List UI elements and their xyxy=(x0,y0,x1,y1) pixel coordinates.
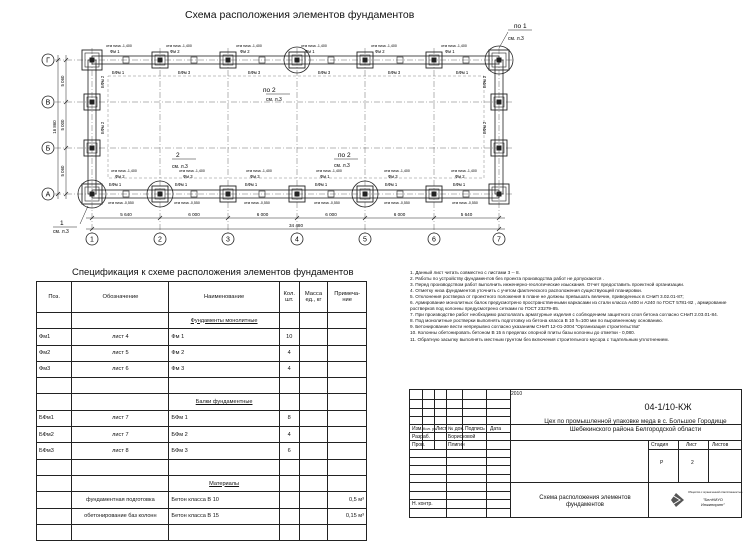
column xyxy=(226,58,231,63)
spec-cell-mass xyxy=(299,492,328,508)
spec-cell-name: Бетон класса В 10 xyxy=(169,492,279,508)
dimension-text: 5 000 xyxy=(60,119,65,131)
spec-cell-mass xyxy=(299,345,328,361)
stamp-org-line: Общество с ограниченной ответственностью xyxy=(688,491,743,494)
note-item: 10. Колонны обетонировать бетоном В 15 в пределах опорной плиты базы колонны до отметки - 0,080. xyxy=(410,330,635,336)
stamp-col-izm: Изм. xyxy=(412,426,423,432)
beam-label: БФм 1 xyxy=(453,182,466,187)
spec-cell-mass xyxy=(299,427,328,443)
dimension-text: 6 000 xyxy=(325,212,337,217)
axis-number: 5 xyxy=(363,236,367,244)
spec-cell-note xyxy=(328,329,367,345)
note-item: 8. Под монолитные ростверки выполнять подготовку из бетона класса В 10 h=100 мм по выровненному основанию. xyxy=(410,318,663,324)
column xyxy=(363,58,368,63)
spec-cell-qty xyxy=(279,492,299,508)
beam-label: БФм 1 xyxy=(175,182,188,187)
spec-empty-row xyxy=(37,378,367,394)
stamp-sheet-name: Схема расположения элементов фундаментов xyxy=(539,495,631,508)
spec-section-row xyxy=(37,394,367,410)
spec-cell-name: Фм 1 xyxy=(169,329,279,345)
spec-cell-note xyxy=(328,410,367,426)
callout-ref: см. л.3 xyxy=(508,36,524,42)
stamp-razrab-name: Борисковой xyxy=(448,434,476,440)
spec-cell-pos: Фм2 xyxy=(37,345,72,361)
beam-label: Фм 1 xyxy=(305,49,315,54)
beam-label: Фм 2 xyxy=(375,49,385,54)
callout-ref: см. л.3 xyxy=(172,164,188,170)
plan-title: Схема расположения элементов фундаментов xyxy=(185,9,415,21)
spec-header-doc: Обозначение xyxy=(72,282,169,313)
beam-label: Фм 2 xyxy=(170,49,180,54)
table-row xyxy=(37,329,367,345)
spec-header-qty: Кол. шт. xyxy=(279,282,299,313)
stamp-project-name: Цех по промышленной упаковке меда в с. Большое Городище Шебекинского района Белгородской области xyxy=(544,418,727,433)
spec-cell-name: Бетон класса В 15 xyxy=(169,508,279,524)
column xyxy=(158,192,163,197)
axis-letter: Б xyxy=(45,145,51,153)
spec-empty-row xyxy=(37,459,367,475)
stamp-sheet-value: 2 xyxy=(691,460,694,466)
spec-cell-note xyxy=(328,427,367,443)
general-notes xyxy=(410,270,740,343)
beam-label: БФм 3 xyxy=(178,70,191,75)
column xyxy=(363,192,368,197)
axis-letter: В xyxy=(45,99,51,107)
table-row xyxy=(37,361,367,377)
beam-label: БФм 1 xyxy=(245,182,258,187)
stamp-org-name: "БелНИУО Инжиниринг" xyxy=(701,497,725,507)
callout-number: по 2 xyxy=(338,152,351,159)
note-item: 7. При производстве работ необходимо располагать арматурные изделия с соблюдением защитного слоя бетона согласно СНиП 2.03.01-84. xyxy=(410,312,718,318)
dimension-text: 5 060 xyxy=(60,75,65,87)
column xyxy=(90,58,95,63)
dimension-text: 5 640 xyxy=(120,212,132,217)
note-item: 4. Отметку низа фундаментов уточнить с учетом фактического расположения существующей планировки. xyxy=(410,288,643,294)
level-label: отм низа -1,400 xyxy=(166,44,192,48)
foundation-plan xyxy=(0,0,750,260)
spec-cell-pos xyxy=(37,508,72,524)
spec-cell-mass xyxy=(299,361,328,377)
dimension-text: 6 000 xyxy=(188,212,200,217)
spec-cell-qty: 6 xyxy=(279,443,299,459)
axis-number: 7 xyxy=(497,236,501,244)
spec-cell-mass xyxy=(299,508,328,524)
level-label: отм низа -1,400 xyxy=(111,169,137,173)
beam-label: Фм 3 xyxy=(250,174,260,179)
stamp-prov-label: Пров. xyxy=(412,442,426,448)
spec-section-title: Балки фундаментные xyxy=(169,394,279,410)
spec-cell-note: 0,15 м³ xyxy=(328,508,367,524)
spec-cell-qty: 4 xyxy=(279,361,299,377)
beam-label: Фм 1 xyxy=(320,174,330,179)
spec-header-row xyxy=(37,282,367,313)
dimension-text: 5 060 xyxy=(60,165,65,177)
spec-cell-mass xyxy=(299,410,328,426)
spec-header-mass: Масса ед., кг xyxy=(299,282,328,313)
beam-label: БФм 1 xyxy=(112,70,125,75)
column xyxy=(295,58,300,63)
spec-cell-doc: лист 6 xyxy=(72,361,169,377)
note-item: 9. Бетонирование вести непрерывно согласно указаниям СНиП 12-01-2004 "Организация строительства" xyxy=(410,324,641,330)
column xyxy=(90,100,95,105)
spec-cell-pos: Фм1 xyxy=(37,329,72,345)
stamp-doc-code: 04-1/10-КЖ xyxy=(644,402,692,412)
level-label: отм низа -1,400 xyxy=(179,169,205,173)
beam-label: БФм 3 xyxy=(248,70,261,75)
note-item: 2. Работы по устройству фундаментов без проекта производства работ не допускаются . xyxy=(410,276,605,282)
table-row xyxy=(37,345,367,361)
spec-cell-pos: Фм3 xyxy=(37,361,72,377)
spec-cell-mass xyxy=(299,443,328,459)
spec-cell-qty: 4 xyxy=(279,427,299,443)
note-item: 1. Данный лист читать совместно с листами 3 -- 8. xyxy=(410,270,520,275)
level-label: отм низа -1,400 xyxy=(301,44,327,48)
spec-cell-doc: лист 5 xyxy=(72,345,169,361)
beam-label: БФм 1 xyxy=(109,182,122,187)
axis-letter: А xyxy=(45,191,51,199)
stamp-sheets-label: Листов xyxy=(712,442,729,448)
beam-label: Фм 1 xyxy=(445,49,455,54)
beam-label: БФм 2 xyxy=(482,121,487,134)
spec-cell-qty: 4 xyxy=(279,345,299,361)
level-label: отм низа -1,400 xyxy=(384,169,410,173)
dimension-text: 6 000 xyxy=(256,212,269,217)
spec-header-name: Наименование xyxy=(169,282,279,313)
callout-leader xyxy=(499,32,508,48)
spec-cell-name: БФм 3 xyxy=(169,443,279,459)
spec-title: Спецификация к схеме расположения элементов фундаментов xyxy=(72,267,354,278)
dimension-text: 34 480 xyxy=(288,223,304,228)
level-label: отм низа -0,550 xyxy=(314,201,340,205)
stamp-col-sign: Подпись xyxy=(465,426,485,432)
note-item: 5. Отклонения ростверка от проектного положения в плане не должны превышать величин, приведенных в СНиП 3.02.01-87; xyxy=(410,294,684,300)
stamp-col-date: Дата xyxy=(490,426,502,432)
spec-cell-pos: БФм1 xyxy=(37,410,72,426)
level-label: отм низа -1,400 xyxy=(236,44,262,48)
spec-cell-pos: БФм2 xyxy=(37,427,72,443)
axis-number: 6 xyxy=(432,236,436,244)
spec-cell-name: БФм 1 xyxy=(169,410,279,426)
level-label: отм низа -0,550 xyxy=(384,201,410,205)
axis-number: 4 xyxy=(295,236,299,244)
spec-table xyxy=(36,281,367,541)
stamp-razrab-label: Разраб. xyxy=(412,434,431,440)
note-item: 3. Перед производством работ выполнить инженерно-геологические изыскания. Отчет предоставить проектной организации. xyxy=(410,282,685,288)
spec-cell-qty: 10 xyxy=(279,329,299,345)
column xyxy=(158,58,163,63)
spec-cell-qty xyxy=(279,508,299,524)
beam-label: БФм 3 xyxy=(388,70,401,75)
table-row xyxy=(37,427,367,443)
beam-label: БФм 2 xyxy=(100,75,105,88)
inner-outline xyxy=(108,76,484,178)
callout-number: 2 xyxy=(176,152,180,159)
dimension-text: 16 860 xyxy=(52,120,57,134)
spec-cell-name: Фм 3 xyxy=(169,361,279,377)
column xyxy=(432,192,437,197)
callout-ref: см. л.3 xyxy=(266,97,282,103)
stamp-col-kol: Кол. уч. xyxy=(423,426,438,431)
axis-number: 2 xyxy=(158,236,162,244)
beam-label: Фм 2 xyxy=(115,174,125,179)
spec-cell-doc: обетонирование баз колонн xyxy=(72,508,169,524)
beam-label: БФм 1 xyxy=(315,182,328,187)
column xyxy=(497,146,502,151)
stamp-stage-value: Р xyxy=(660,460,664,466)
beam-label: Фм 1 xyxy=(110,49,120,54)
note-item: 6. Армирование монолитных балок предусмотрено пространственными каркасами из стали класса А400 и А240 по ГОСТ 5781-82 , армирование ростверков под колонны предусмотрено сетками по ГОСТ 23279-85. xyxy=(410,300,727,312)
callout-ref: см. л.3 xyxy=(334,163,350,169)
column xyxy=(497,100,502,105)
stamp-sheet-label: Лист xyxy=(686,442,697,448)
spec-cell-doc: лист 8 xyxy=(72,443,169,459)
stamp-stage-label: Стадия xyxy=(651,442,669,448)
dimension-text: 6 000 xyxy=(393,212,406,217)
spec-cell-pos xyxy=(37,492,72,508)
callout-number: по 1 xyxy=(514,23,527,30)
beam-label: БФм 2 xyxy=(100,121,105,134)
table-row xyxy=(37,508,367,524)
spec-section-title: Материалы xyxy=(169,475,279,491)
callout-ref: см. л.3 xyxy=(53,229,69,235)
beam-label: БФм 3 xyxy=(318,70,331,75)
level-label: отм низа -1,400 xyxy=(316,169,342,173)
spec-cell-pos: БФм3 xyxy=(37,443,72,459)
dimension-text: 5 640 xyxy=(460,212,473,217)
stamp-col-doc: № док. xyxy=(448,426,465,432)
beam-label: Фм 2 xyxy=(455,174,465,179)
spec-cell-note xyxy=(328,345,367,361)
column xyxy=(497,58,502,63)
level-label: отм низа -0,550 xyxy=(108,201,134,205)
spec-section-row xyxy=(37,475,367,491)
table-row xyxy=(37,443,367,459)
spec-cell-note xyxy=(328,361,367,377)
stamp-year: 2010 xyxy=(511,391,523,397)
level-label: отм низа -1,400 xyxy=(371,44,397,48)
spec-cell-note xyxy=(328,443,367,459)
column xyxy=(432,58,437,63)
level-label: отм низа -1,400 xyxy=(246,169,272,173)
stamp-col-list: Лист xyxy=(436,426,447,432)
level-label: отм низа -1,400 xyxy=(451,169,477,173)
beam-label: Фм 2 xyxy=(240,49,250,54)
column xyxy=(90,146,95,151)
table-row xyxy=(37,492,367,508)
table-row xyxy=(37,410,367,426)
axis-letter: Г xyxy=(46,57,50,65)
spec-cell-qty: 8 xyxy=(279,410,299,426)
spec-section-title: Фундаменты монолитные xyxy=(169,313,279,329)
stamp-nkontr-label: Н. контр. xyxy=(412,501,433,507)
stamp-prov-name: Плигин xyxy=(448,442,465,448)
spec-cell-doc: лист 4 xyxy=(72,329,169,345)
spec-cell-doc: фундаментная подготовка xyxy=(72,492,169,508)
level-label: отм низа -1,400 xyxy=(441,44,467,48)
callout-leader xyxy=(80,206,88,224)
note-item: 11. Обратную засыпку выполнять местным грунтом без включения строительного мусора с тщательным уплотнением. xyxy=(410,336,669,342)
spec-cell-doc: лист 7 xyxy=(72,427,169,443)
column xyxy=(226,192,231,197)
level-label: отм низа -1,400 xyxy=(106,44,132,48)
beam-label: БФм 1 xyxy=(385,182,398,187)
axis-number: 1 xyxy=(90,236,94,244)
spec-cell-name: БФм 2 xyxy=(169,427,279,443)
level-label: отм низа -0,550 xyxy=(244,201,270,205)
spec-cell-doc: лист 7 xyxy=(72,410,169,426)
beam-label: Фм 3 xyxy=(388,174,398,179)
level-label: отм низа -0,550 xyxy=(174,201,200,205)
column xyxy=(295,192,300,197)
spec-header-pos: Поз. xyxy=(37,282,72,313)
callout-number: 1 xyxy=(60,220,64,227)
spec-cell-mass xyxy=(299,329,328,345)
spec-empty-row xyxy=(37,524,367,540)
beam-label: БФм 1 xyxy=(456,70,469,75)
column xyxy=(90,192,95,197)
level-label: отм низа -0,550 xyxy=(452,201,478,205)
spec-section-row xyxy=(37,313,367,329)
beam-label: Фм 3 xyxy=(183,174,193,179)
callout-number: по 2 xyxy=(263,87,276,94)
spec-header-note: Примеча-ние xyxy=(328,282,367,313)
beam-label: БФм 2 xyxy=(482,75,487,88)
title-block xyxy=(409,389,742,518)
organization-logo xyxy=(668,488,743,512)
column xyxy=(497,192,502,197)
spec-cell-note: 0,5 м³ xyxy=(328,492,367,508)
spec-cell-name: Фм 2 xyxy=(169,345,279,361)
axis-number: 3 xyxy=(226,236,230,244)
